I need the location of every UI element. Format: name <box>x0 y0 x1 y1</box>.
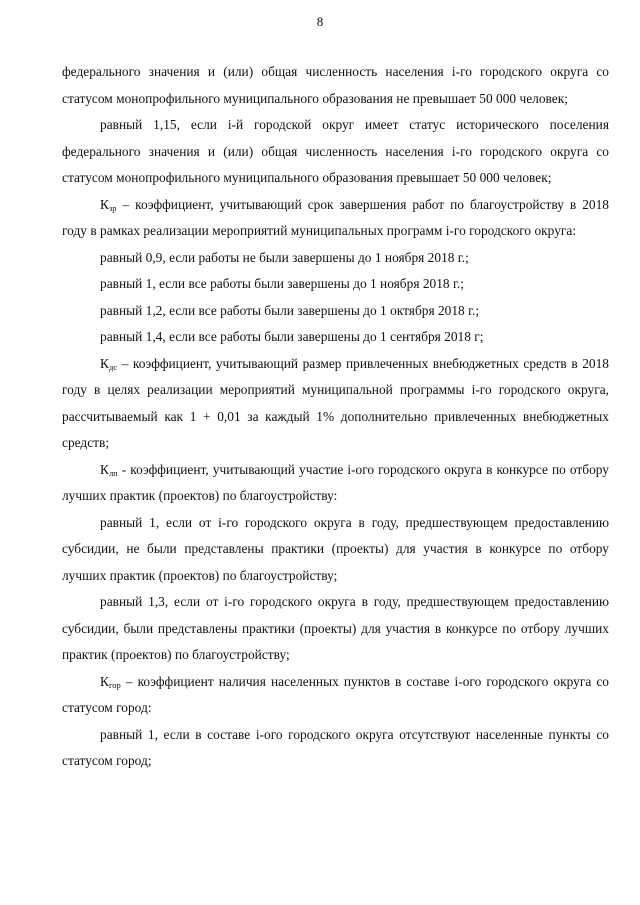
paragraph-coefficient-1-15: равный 1,15, если i-й городской округ имеет статус исторического поселения федерального значения и (или) общая численность населения i-го городского округа со статусом монопрофильного муниципального образования превышает 50 000 человек; <box>62 117 609 185</box>
coefficient-subscript: дс <box>108 361 118 372</box>
coefficient-description: – коэффициент, учитывающий срок завершения работ по благоустройству в 2018 году в рамках реализации мероприятий муниципальных программ i-го городского округа: <box>62 196 609 238</box>
coefficient-subscript: зр <box>108 202 117 213</box>
paragraph-continuation: федерального значения и (или) общая численность населения i-го городского округа со статусом монопрофильного муниципального образования не превышает 50 000 человек; <box>62 64 609 106</box>
paragraph-k-ds-definition <box>62 351 609 457</box>
page-number: 8 <box>316 14 324 29</box>
paragraph-k-zr-1: равный 1, если все работы были завершены до 1 ноября 2018 г.; <box>100 276 464 291</box>
coefficient-subscript: гор <box>108 679 121 690</box>
paragraph-k-zr-0-9: равный 0,9, если работы не были завершены до 1 ноября 2018 г.; <box>100 249 469 265</box>
paragraph-k-gor-1: равный 1, если в составе i-ого городского округа отсутствуют населенные пункты со статусом город; <box>62 726 609 768</box>
document-body <box>62 59 609 775</box>
coefficient-symbol: К <box>100 673 109 689</box>
coefficient-description: - коэффициент, учитывающий участие i-ого городского округа в конкурсе по отбору лучших практик (проектов) по благоустройству: <box>62 461 609 503</box>
coefficient-subscript: лп <box>108 467 118 478</box>
paragraph-k-lp-definition <box>62 457 609 510</box>
coefficient-symbol: К <box>100 196 109 212</box>
paragraph-k-lp-1-3: равный 1,3, если от i-го городского округа в году, предшествующем предоставлению субсидии, были представлены практики (проекты) для участия в конкурсе по отбору лучших практик (проектов) по благоустройству; <box>62 594 609 662</box>
paragraph-k-zr-1-4: равный 1,4, если все работы были завершены до 1 сентября 2018 г; <box>100 329 484 344</box>
coefficient-description: – коэффициент наличия населенных пунктов в составе i-ого городского округа со статусом город: <box>62 673 609 715</box>
paragraph-k-zr-1-2: равный 1,2, если все работы были завершены до 1 октября 2018 г.; <box>100 302 480 318</box>
paragraph-k-zr-definition <box>62 192 609 245</box>
paragraph-k-gor-definition <box>62 669 609 722</box>
coefficient-symbol: К <box>100 355 109 371</box>
paragraph-k-lp-1: равный 1, если от i-го городского округа в году, предшествующем предоставлению субсидии, не были представлены практики (проекты) для участия в конкурсе по отбору лучших практик (проектов) по благоустройству; <box>62 514 609 583</box>
coefficient-description: – коэффициент, учитывающий размер привлеченных внебюджетных средств в 2018 году в целях реализации мероприятий муниципальной программы i-го городского округа, рассчитываемый как 1 + 0,01 за каждый 1% дополнительно привлеченных внебюджетных средств; <box>62 355 609 450</box>
coefficient-symbol: К <box>100 461 109 477</box>
